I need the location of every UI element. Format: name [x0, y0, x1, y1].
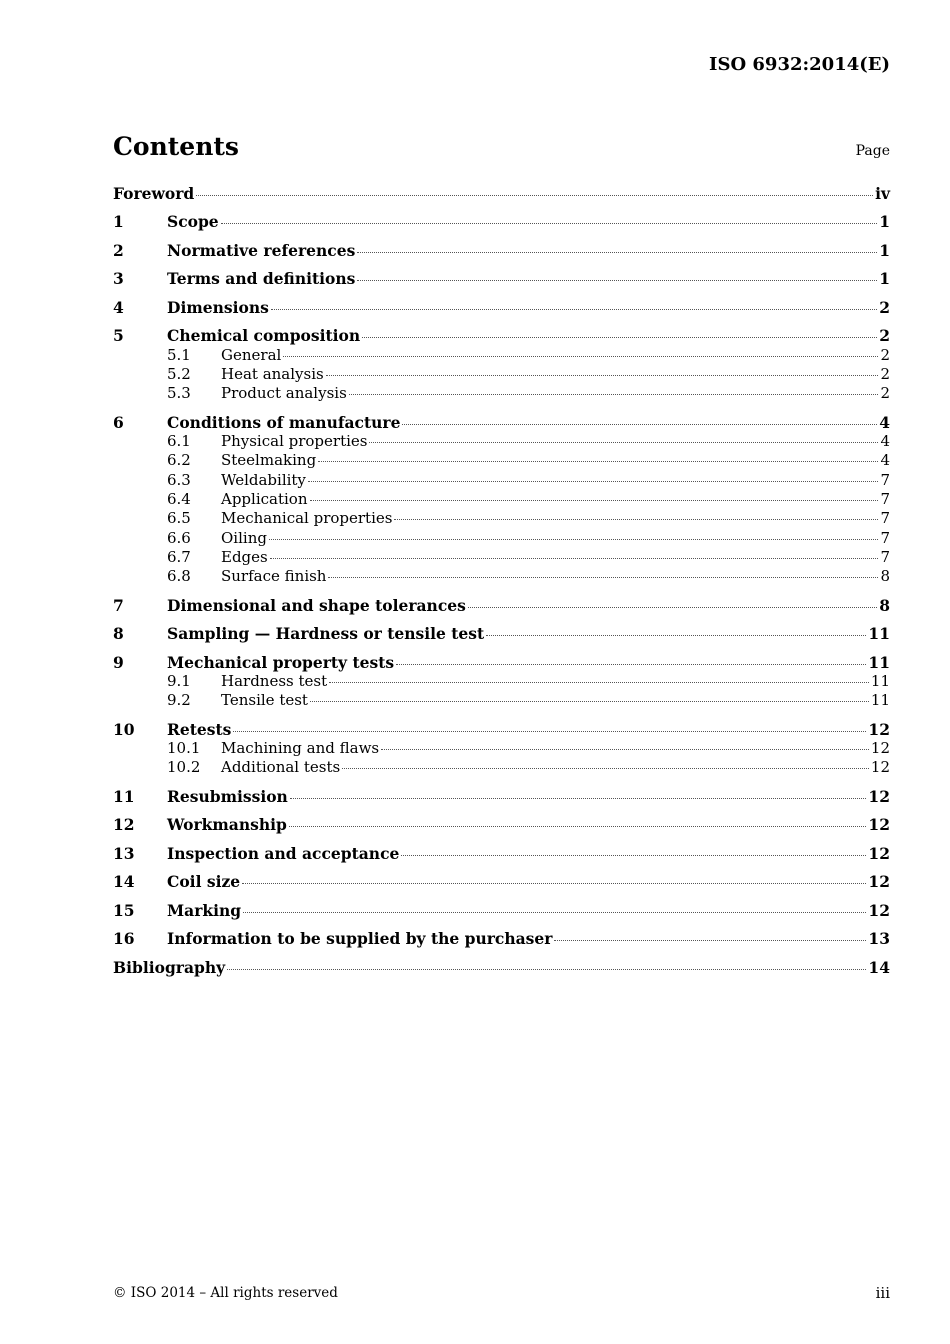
dot-leader — [486, 634, 866, 636]
toc-entry-title: Retests — [167, 719, 232, 739]
toc-entry-page: 7 — [880, 489, 890, 508]
toc-entry-number: 10 — [113, 719, 135, 739]
toc-entry-page: 8 — [879, 595, 890, 615]
toc-entry[interactable] — [113, 269, 890, 288]
toc-entry-page: 12 — [870, 758, 890, 777]
toc-subentry[interactable] — [113, 758, 890, 777]
toc-entry-number: 4 — [113, 297, 124, 317]
toc-entry[interactable] — [113, 901, 890, 920]
dot-leader — [233, 730, 866, 732]
toc-entry-number: 7 — [113, 595, 124, 615]
toc-entry-title: Machining and flaws — [221, 739, 380, 757]
toc-entry[interactable] — [113, 958, 890, 977]
toc-subentry[interactable] — [113, 365, 890, 384]
toc-entry-number: 6.2 — [167, 451, 191, 470]
toc-entry-page: 2 — [879, 297, 890, 317]
toc-entry-page: 12 — [868, 719, 890, 739]
toc-entry-page: 11 — [868, 652, 890, 672]
toc-entry-title: Product analysis — [221, 384, 347, 403]
dot-leader — [342, 767, 869, 769]
toc-entry[interactable] — [113, 815, 890, 834]
toc-entry-number: 6.1 — [167, 432, 191, 451]
dot-leader — [328, 576, 878, 578]
contents-heading-row — [113, 132, 890, 161]
toc-entry-page: 11 — [868, 624, 890, 644]
toc-entry-title: Dimensional and shape tolerances — [167, 595, 466, 615]
toc-subentry[interactable] — [113, 691, 890, 710]
toc-subentry[interactable] — [113, 672, 890, 691]
toc-entry-number: 6.3 — [167, 470, 191, 489]
toc-entry-title: General — [221, 345, 282, 364]
dot-leader — [554, 939, 866, 941]
toc-entry-title: Mechanical property tests — [167, 652, 395, 672]
dot-leader — [369, 441, 878, 443]
toc-entry-title: Edges — [221, 547, 268, 566]
toc-entry[interactable] — [113, 787, 890, 806]
toc-subentry[interactable] — [113, 739, 890, 758]
dot-leader — [310, 700, 869, 702]
toc-entry-page: 2 — [880, 345, 890, 364]
footer-copyright: © ISO 2014 – All rights reserved — [113, 1285, 338, 1301]
contents-title: Contents — [113, 132, 240, 161]
toc-entry-page: 11 — [870, 671, 890, 690]
toc-entry[interactable] — [113, 929, 890, 948]
toc-entry-title: Resubmission — [167, 786, 288, 806]
dot-leader — [349, 393, 879, 395]
table-of-contents — [113, 184, 890, 977]
toc-entry-number: 9.2 — [167, 691, 191, 710]
toc-entry-title: Weldability — [221, 470, 306, 489]
toc-entry-page: 12 — [868, 872, 890, 892]
toc-entry-title: Marking — [167, 900, 242, 920]
toc-entry-page: 13 — [868, 929, 890, 949]
toc-entry[interactable] — [113, 184, 890, 203]
toc-subentry[interactable] — [113, 451, 890, 470]
dot-leader — [221, 222, 878, 224]
dot-leader — [289, 825, 867, 827]
toc-entry[interactable] — [113, 596, 890, 615]
toc-entry-page: 1 — [879, 240, 890, 260]
dot-leader — [357, 279, 877, 281]
toc-entry-number: 3 — [113, 269, 124, 289]
toc-entry-title: Scope — [167, 212, 219, 232]
dot-leader — [310, 499, 879, 501]
dot-leader — [318, 460, 878, 462]
toc-entry-number: 11 — [113, 786, 135, 806]
toc-entry-number: 6.8 — [167, 567, 191, 586]
toc-entry-page: 2 — [880, 365, 890, 384]
toc-entry-number: 2 — [113, 240, 124, 260]
dot-leader — [362, 336, 877, 338]
toc-subentry[interactable] — [113, 548, 890, 567]
toc-subentry[interactable] — [113, 346, 890, 365]
dot-leader — [326, 374, 879, 376]
toc-entry-page: iv — [875, 184, 890, 203]
toc-entry-title: Application — [221, 489, 308, 508]
document-id: ISO 6932:2014(E) — [709, 54, 890, 75]
toc-entry-page: 7 — [880, 470, 890, 489]
toc-entry-title: Oiling — [221, 528, 267, 547]
toc-entry-page: 7 — [880, 509, 890, 528]
toc-entry-number: 6.6 — [167, 528, 191, 547]
footer-page-number: iii — [875, 1284, 890, 1302]
dot-leader — [394, 518, 878, 520]
toc-entry-title: Information to be supplied by the purchaser — [167, 929, 553, 949]
toc-subentry[interactable] — [113, 509, 890, 528]
dot-leader — [329, 681, 869, 683]
dot-leader — [269, 538, 879, 540]
dot-leader — [402, 423, 877, 425]
toc-entry-page: 4 — [880, 451, 890, 470]
toc-entry-page: 1 — [879, 212, 890, 232]
toc-subentry[interactable] — [113, 471, 890, 490]
toc-entry-title: Normative references — [167, 240, 356, 260]
dot-leader — [290, 797, 867, 799]
toc-entry[interactable] — [113, 872, 890, 891]
toc-entry-number: 14 — [113, 872, 135, 892]
dot-leader — [283, 355, 878, 357]
page-column-label: Page — [855, 143, 890, 159]
toc-entry-title: Surface finish — [221, 567, 327, 586]
toc-entry-number: 6.7 — [167, 547, 191, 566]
toc-entry-title: Hardness test — [221, 671, 328, 690]
toc-entry-number: 6 — [113, 412, 124, 432]
toc-entry-number: 5.1 — [167, 345, 191, 364]
toc-entry-title: Foreword — [113, 184, 195, 203]
toc-entry-number: 16 — [113, 929, 135, 949]
toc-subentry[interactable] — [113, 432, 890, 451]
toc-entry-page: 12 — [868, 900, 890, 920]
toc-entry[interactable] — [113, 624, 890, 643]
toc-entry-number: 10.2 — [167, 758, 201, 777]
toc-entry-page: 11 — [870, 691, 890, 710]
toc-entry[interactable] — [113, 241, 890, 260]
toc-entry[interactable] — [113, 326, 890, 345]
toc-entry-number: 5.2 — [167, 365, 191, 384]
dot-leader — [243, 911, 866, 913]
toc-entry-number: 5.3 — [167, 384, 191, 403]
toc-subentry[interactable] — [113, 490, 890, 509]
toc-entry-page: 14 — [868, 957, 890, 977]
toc-entry-number: 9 — [113, 652, 124, 672]
toc-entry-title: Bibliography — [113, 957, 226, 977]
dot-leader — [227, 968, 866, 970]
toc-entry-number: 6.5 — [167, 509, 191, 528]
toc-entry-title: Coil size — [167, 872, 241, 892]
toc-entry-title: Inspection and acceptance — [167, 843, 400, 863]
toc-entry-title: Workmanship — [167, 815, 287, 835]
dot-leader — [396, 663, 866, 665]
toc-entry-title: Sampling — Hardness or tensile test — [167, 624, 485, 644]
toc-subentry[interactable] — [113, 567, 890, 586]
toc-entry-page: 12 — [868, 815, 890, 835]
toc-entry-page: 1 — [879, 269, 890, 289]
toc-entry-page: 7 — [880, 528, 890, 547]
toc-entry-number: 12 — [113, 815, 135, 835]
toc-entry[interactable] — [113, 844, 890, 863]
toc-entry-title: Tensile test — [221, 691, 308, 710]
dot-leader — [357, 251, 877, 253]
toc-entry-title: Additional tests — [221, 758, 341, 777]
toc-entry-title: Physical properties — [221, 432, 368, 451]
dot-leader — [271, 308, 877, 310]
dot-leader — [468, 606, 877, 608]
toc-entry-page: 8 — [880, 567, 890, 586]
toc-entry-page: 2 — [880, 384, 890, 403]
dot-leader — [242, 882, 866, 884]
toc-entry-number: 9.1 — [167, 671, 191, 690]
dot-leader — [270, 557, 879, 559]
dot-leader — [196, 194, 873, 196]
toc-subentry[interactable] — [113, 529, 890, 548]
toc-entry[interactable] — [113, 298, 890, 317]
toc-entry[interactable] — [113, 413, 890, 432]
toc-entry-number: 6.4 — [167, 489, 191, 508]
toc-entry-page: 12 — [868, 843, 890, 863]
dot-leader — [401, 854, 866, 856]
toc-entry-number: 8 — [113, 624, 124, 644]
toc-entry-page: 7 — [880, 547, 890, 566]
toc-entry-number: 15 — [113, 900, 135, 920]
toc-entry[interactable] — [113, 653, 890, 672]
toc-entry-title: Heat analysis — [221, 365, 324, 384]
toc-entry-title: Steelmaking — [221, 451, 317, 470]
toc-entry-page: 12 — [868, 786, 890, 806]
toc-entry-number: 10.1 — [167, 739, 201, 757]
toc-entry-title: Mechanical properties — [221, 509, 393, 528]
toc-entry-page: 4 — [879, 412, 890, 432]
toc-entry-page: 4 — [880, 432, 890, 451]
toc-subentry[interactable] — [113, 384, 890, 403]
toc-entry-page: 2 — [879, 326, 890, 346]
dot-leader — [381, 748, 869, 750]
toc-entry[interactable] — [113, 720, 890, 739]
toc-entry-title: Chemical composition — [167, 326, 361, 346]
toc-entry-title: Conditions of manufacture — [167, 412, 401, 432]
toc-entry-number: 13 — [113, 843, 135, 863]
dot-leader — [308, 480, 879, 482]
toc-entry-number: 5 — [113, 326, 124, 346]
toc-entry-page: 12 — [870, 739, 890, 757]
toc-entry-title: Dimensions — [167, 297, 269, 317]
toc-entry[interactable] — [113, 212, 890, 231]
toc-entry-number: 1 — [113, 212, 124, 232]
toc-entry-title: Terms and definitions — [167, 269, 356, 289]
